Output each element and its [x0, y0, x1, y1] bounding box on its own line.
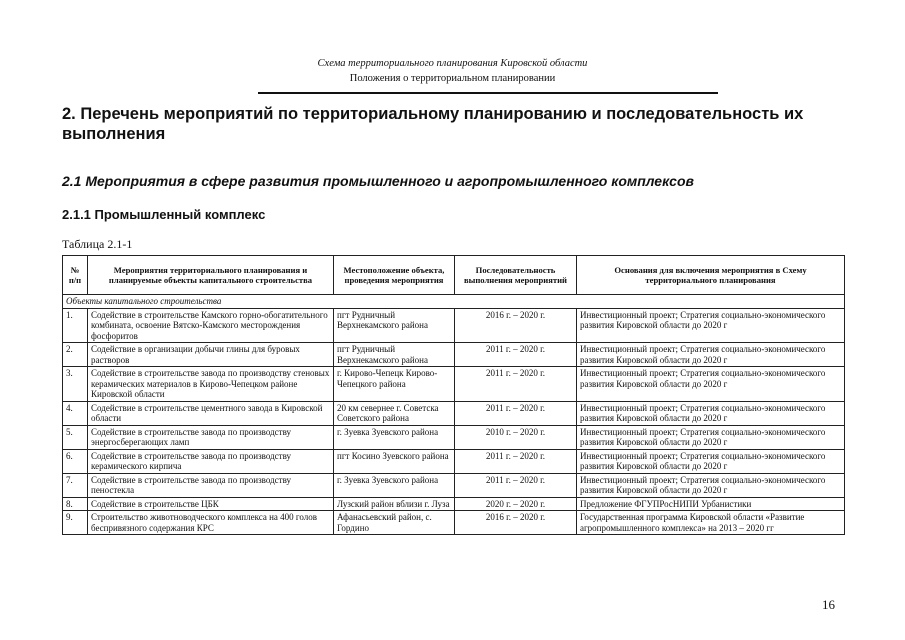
row-num: 3.: [63, 367, 88, 402]
table-header-row: [63, 256, 845, 295]
table-row: [63, 343, 845, 367]
row-period: 2011 г. – 2020 г.: [455, 367, 577, 402]
header-location: Местоположение объекта, проведения мероприятия: [334, 256, 455, 295]
row-num: 5.: [63, 425, 88, 449]
header-event: Мероприятия территориального планирования и планируемые объекты капитального строительства: [88, 256, 334, 295]
row-num: 1.: [63, 308, 88, 343]
row-num: 9.: [63, 511, 88, 535]
row-basis: Инвестиционный проект; Стратегия социально-экономического развития Кировской области до 2020 г: [577, 367, 845, 402]
section-title: 2. Перечень мероприятий по территориальному планированию и последовательность их выполнения: [62, 105, 804, 143]
header-rule: [258, 92, 718, 94]
subsubsection-title: 2.1.1 Промышленный комплекс: [62, 207, 266, 222]
events-table: [62, 255, 845, 535]
row-num: 7.: [63, 473, 88, 497]
table-row: [63, 367, 845, 402]
row-period: 2011 г. – 2020 г.: [455, 473, 577, 497]
row-event: Строительство животноводческого комплекса на 400 голов беспривязного содержания КРС: [88, 511, 334, 535]
row-basis: Инвестиционный проект; Стратегия социально-экономического развития Кировской области до 2020 г: [577, 449, 845, 473]
row-event: Содействие в организации добычи глины для буровых растворов: [88, 343, 334, 367]
row-period: 2011 г. – 2020 г.: [455, 449, 577, 473]
row-location: пгт Рудничный Верхнекамского района: [334, 343, 455, 367]
table-row: [63, 473, 845, 497]
row-num: 8.: [63, 497, 88, 511]
row-location: пгт Косино Зуевского района: [334, 449, 455, 473]
table-row: [63, 308, 845, 343]
row-event: Содействие в строительстве ЦБК: [88, 497, 334, 511]
row-event: Содействие в строительстве завода по производству керамического кирпича: [88, 449, 334, 473]
table-row: [63, 401, 845, 425]
row-period: 2016 г. – 2020 г.: [455, 308, 577, 343]
row-event: Содействие в строительстве завода по производству пеностекла: [88, 473, 334, 497]
row-period: 2011 г. – 2020 г.: [455, 401, 577, 425]
row-location: Лузский район вблизи г. Луза: [334, 497, 455, 511]
table-row: [63, 425, 845, 449]
group-row: [63, 295, 845, 309]
subsection-title: 2.1 Мероприятия в сфере развития промышленного и агропромышленного комплексов: [62, 173, 694, 189]
row-location: г. Зуевка Зуевского района: [334, 425, 455, 449]
row-period: 2016 г. – 2020 г.: [455, 511, 577, 535]
row-event: Содействие в строительстве цементного завода в Кировской области: [88, 401, 334, 425]
row-period: 2011 г. – 2020 г.: [455, 343, 577, 367]
row-num: 4.: [63, 401, 88, 425]
row-basis: Инвестиционный проект; Стратегия социально-экономического развития Кировской области до 2020 г: [577, 401, 845, 425]
page-number: 16: [822, 597, 835, 612]
row-num: 6.: [63, 449, 88, 473]
row-event: Содействие в строительстве Камского горно-обогатительного комбината, освоение Вятско-Камского месторождения фосфоритов: [88, 308, 334, 343]
table-row: [63, 497, 845, 511]
row-period: 2010 г. – 2020 г.: [455, 425, 577, 449]
row-event: Содействие в строительстве завода по производству стеновых керамических материалов в Кирово-Чепецком районе Кировской области: [88, 367, 334, 402]
row-basis: Инвестиционный проект; Стратегия социально-экономического развития Кировской области до 2020 г: [577, 473, 845, 497]
table-caption: Таблица 2.1-1: [62, 237, 133, 251]
row-location: Афанасьевский район, с. Гордино: [334, 511, 455, 535]
row-basis: Инвестиционный проект; Стратегия социально-экономического развития Кировской области до 2020 г: [577, 343, 845, 367]
row-location: 20 км севернее г. Советска Советского района: [334, 401, 455, 425]
row-location: г. Зуевка Зуевского района: [334, 473, 455, 497]
table-row: [63, 511, 845, 535]
row-period: 2020 г. – 2020 г.: [455, 497, 577, 511]
row-basis: Инвестиционный проект; Стратегия социально-экономического развития Кировской области до 2020 г: [577, 308, 845, 343]
table-row: [63, 449, 845, 473]
row-basis: Предложение ФГУПРосНИПИ Урбанистики: [577, 497, 845, 511]
row-num: 2.: [63, 343, 88, 367]
header-period: Последовательность выполнения мероприятий: [455, 256, 577, 295]
row-event: Содействие в строительстве завода по производству энергосберегающих ламп: [88, 425, 334, 449]
header-basis: Основания для включения мероприятия в Схему территориального планирования: [577, 256, 845, 295]
header-num: № п/п: [63, 256, 88, 295]
row-basis: Инвестиционный проект; Стратегия социально-экономического развития Кировской области до 2020 г: [577, 425, 845, 449]
group-label: Объекты капитального строительства: [63, 295, 845, 309]
document-subtitle: Положения о территориальном планировании: [349, 73, 556, 84]
document-title: Схема территориального планирования Кировской области: [317, 58, 588, 69]
row-location: г. Кирово-Чепецк Кирово-Чепецкого района: [334, 367, 455, 402]
row-basis: Государственная программа Кировской области «Развитие агропромышленного комплекса» на 2013 – 2020 гг: [577, 511, 845, 535]
row-location: пгт Рудничный Верхнекамского района: [334, 308, 455, 343]
